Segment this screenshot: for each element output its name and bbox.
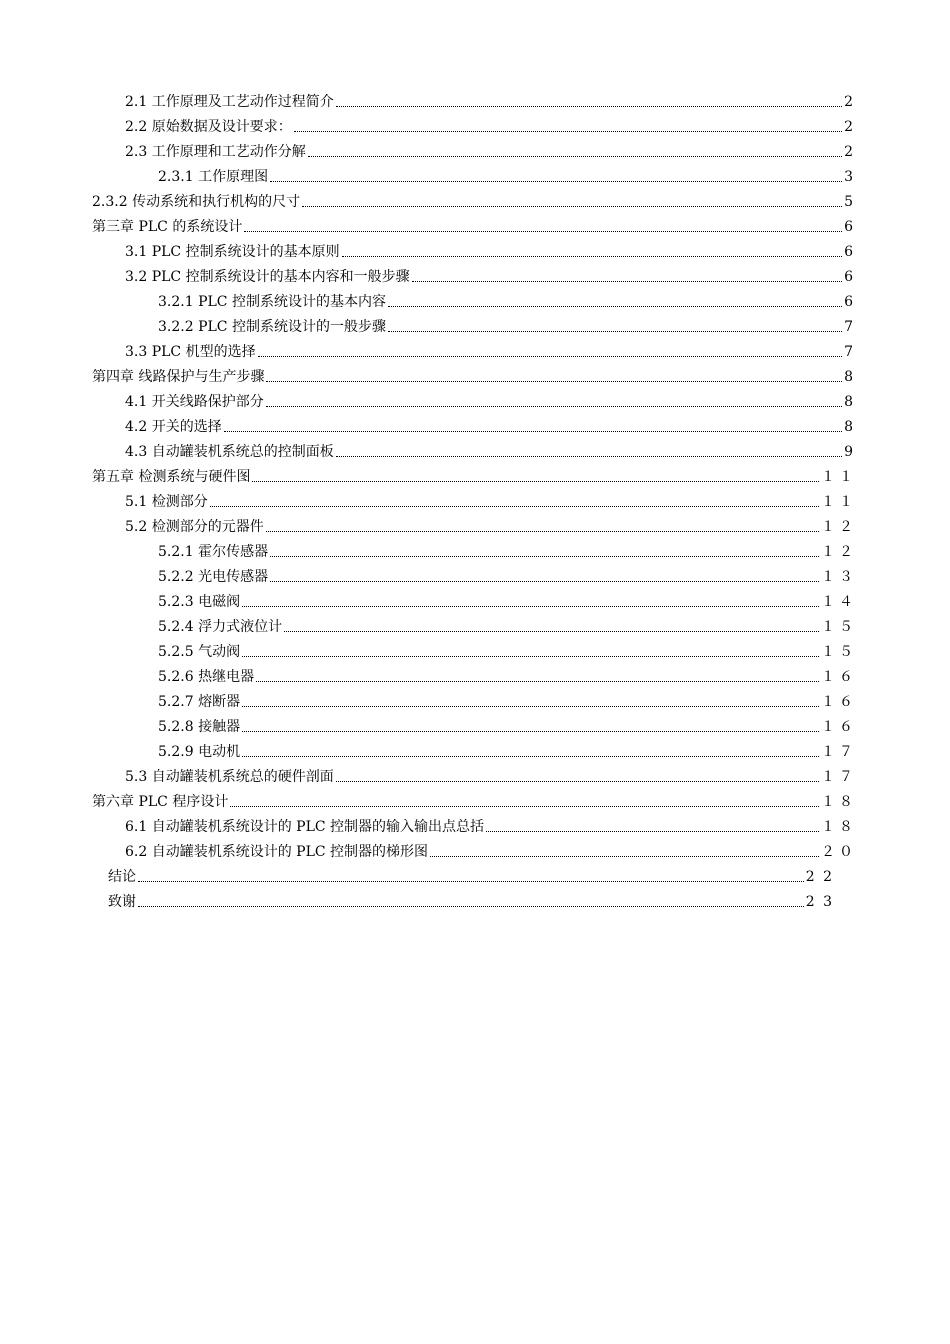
toc-page-number: １５ [821,619,857,635]
toc-dot-leader [294,130,842,132]
toc-dot-leader [266,405,842,407]
toc-dot-leader [302,205,842,207]
toc-entry[interactable] [125,515,857,537]
toc-dot-leader [242,705,819,707]
toc-entry-label: 4.2 开关的选择 [125,419,222,435]
toc-page-number: 7 [844,319,857,335]
toc-entry[interactable] [125,815,857,837]
toc-dot-leader [230,805,819,807]
toc-entry[interactable] [158,740,857,762]
toc-dot-leader [242,655,819,657]
toc-page-number: 2 2 [805,869,834,885]
toc-page-number: １３ [821,569,857,585]
toc-page-number: １８ [821,819,857,835]
toc-entry-label: 4.1 开关线路保护部分 [125,394,264,410]
toc-page-number: 6 [844,244,857,260]
toc-entry-label: 6.2 自动罐装机系统设计的 PLC 控制器的梯形图 [125,844,429,860]
toc-page-number: １２ [821,519,857,535]
toc-dot-leader [138,905,804,907]
toc-entry-label: 3.2.2 PLC 控制系统设计的一般步骤 [158,319,386,335]
toc-entry-label: 2.1 工作原理及工艺动作过程简介 [125,94,334,110]
toc-entry[interactable] [125,140,857,162]
toc-page-number: １７ [821,769,857,785]
toc-entry[interactable] [125,240,857,262]
toc-entry-label: 5.1 检测部分 [125,494,208,510]
toc-entry-label: 5.2.5 气动阀 [158,644,241,660]
toc-entry-label: 第四章 线路保护与生产步骤 [92,369,265,385]
toc-entry[interactable] [158,715,857,737]
toc-dot-leader [412,280,842,282]
toc-dot-leader [270,580,819,582]
toc-dot-leader [336,780,819,782]
toc-dot-leader [308,155,842,157]
toc-entry[interactable] [158,615,857,637]
toc-dot-leader [266,380,842,382]
toc-dot-leader [342,255,842,257]
toc-entry[interactable] [158,640,857,662]
toc-page-number: 2 [844,94,857,110]
toc-entry-label: 2.3.1 工作原理图 [158,169,269,185]
toc-entry-label: 5.2.7 熔断器 [158,694,241,710]
toc-dot-leader [242,730,819,732]
toc-dot-leader [256,680,819,682]
toc-entry[interactable] [158,665,857,687]
toc-entry-label: 3.2.1 PLC 控制系统设计的基本内容 [158,294,386,310]
toc-page-number: １２ [821,544,857,560]
toc-page-number: 3 [844,169,857,185]
toc-entry-label: 5.2.3 电磁阀 [158,594,241,610]
toc-entry[interactable] [125,90,857,112]
toc-entry[interactable] [125,115,857,137]
toc-entry[interactable] [125,265,857,287]
toc-entry-label: 5.2.8 接触器 [158,719,241,735]
toc-page-number: １１ [821,494,857,510]
toc-page-number: 7 [844,344,857,360]
toc-page-number: １６ [821,719,857,735]
toc-entry[interactable] [92,215,857,237]
toc-entry[interactable] [92,365,857,387]
toc-dot-leader [242,755,819,757]
toc-entry-label: 2.3 工作原理和工艺动作分解 [125,144,306,160]
toc-dot-leader [270,180,842,182]
toc-dot-leader [266,530,819,532]
toc-page-number: 6 [844,269,857,285]
toc-page-number: 8 [844,419,857,435]
toc-dot-leader [486,830,819,832]
toc-entry[interactable] [92,465,857,487]
toc-entry-label: 第五章 检测系统与硬件图 [92,469,251,485]
toc-page-number: 5 [844,194,857,210]
toc-dot-leader [252,480,819,482]
toc-entry-label: 3.3 PLC 机型的选择 [125,344,256,360]
toc-page-number: １６ [821,694,857,710]
toc-dot-leader [138,880,804,882]
toc-entry-label: 3.1 PLC 控制系统设计的基本原则 [125,244,340,260]
toc-entry[interactable] [108,865,834,887]
toc-dot-leader [258,355,842,357]
toc-entry-label: 第三章 PLC 的系统设计 [92,219,243,235]
toc-page-number: 8 [844,369,857,385]
toc-dot-leader [270,555,819,557]
toc-entry-label: 5.2.4 浮力式液位计 [158,619,283,635]
toc-dot-leader [430,855,819,857]
toc-entry-label: 5.2.9 电动机 [158,744,241,760]
toc-entry[interactable] [158,165,857,187]
toc-page-number: １７ [821,744,857,760]
toc-entry[interactable] [125,490,857,512]
toc-entry[interactable] [125,840,857,862]
toc-dot-leader [388,330,842,332]
toc-entry-label: 第六章 PLC 程序设计 [92,794,229,810]
toc-entry-label: 2.2 原始数据及设计要求： [125,119,292,135]
toc-dot-leader [224,430,842,432]
toc-entry-label: 4.3 自动罐装机系统总的控制面板 [125,444,334,460]
toc-entry[interactable] [108,890,834,912]
toc-page-number: 6 [844,294,857,310]
toc-entry-label: 3.2 PLC 控制系统设计的基本内容和一般步骤 [125,269,410,285]
toc-dot-leader [336,105,842,107]
toc-entry[interactable] [158,590,857,612]
toc-entry-label: 6.1 自动罐装机系统设计的 PLC 控制器的输入输出点总括 [125,819,485,835]
toc-entry-label: 致谢 [108,894,136,910]
toc-entry-label: 5.2 检测部分的元器件 [125,519,264,535]
toc-entry[interactable] [158,290,857,312]
toc-entry[interactable] [125,390,857,412]
toc-entry-label: 5.2.2 光电传感器 [158,569,269,585]
toc-dot-leader [210,505,819,507]
toc-entry[interactable] [125,415,857,437]
toc-entry[interactable] [158,690,857,712]
toc-entry[interactable] [158,565,857,587]
toc-page-number: １６ [821,669,857,685]
toc-entry-label: 5.2.1 霍尔传感器 [158,544,269,560]
toc-dot-leader [388,305,842,307]
toc-dot-leader [244,230,842,232]
toc-page-number: 2 [844,119,857,135]
toc-dot-leader [336,455,842,457]
toc-entry[interactable] [92,190,857,212]
toc-entry-label: 5.2.6 热继电器 [158,669,255,685]
toc-page-number: １８ [821,794,857,810]
toc-page-number: 8 [844,394,857,410]
toc-entry[interactable] [125,765,857,787]
toc-entry[interactable] [125,440,857,462]
toc-page-number: １１ [821,469,857,485]
toc-page-number: 2 [844,144,857,160]
toc-entry[interactable] [158,540,857,562]
toc-page-number: 6 [844,219,857,235]
toc-page-number: １４ [821,594,857,610]
toc-page-number: １５ [821,644,857,660]
toc-dot-leader [242,605,819,607]
toc-entry[interactable] [158,315,857,337]
toc-page-number: ２０ [821,844,857,860]
toc-dot-leader [284,630,819,632]
toc-entry-label: 5.3 自动罐装机系统总的硬件剖面 [125,769,334,785]
toc-entry-label: 结论 [108,869,136,885]
toc-page-number: 2 3 [805,894,834,910]
toc-entry[interactable] [92,790,857,812]
toc-page-number: 9 [844,444,857,460]
toc-entry-label: 2.3.2 传动系统和执行机构的尺寸 [92,194,301,210]
toc-entry[interactable] [125,340,857,362]
